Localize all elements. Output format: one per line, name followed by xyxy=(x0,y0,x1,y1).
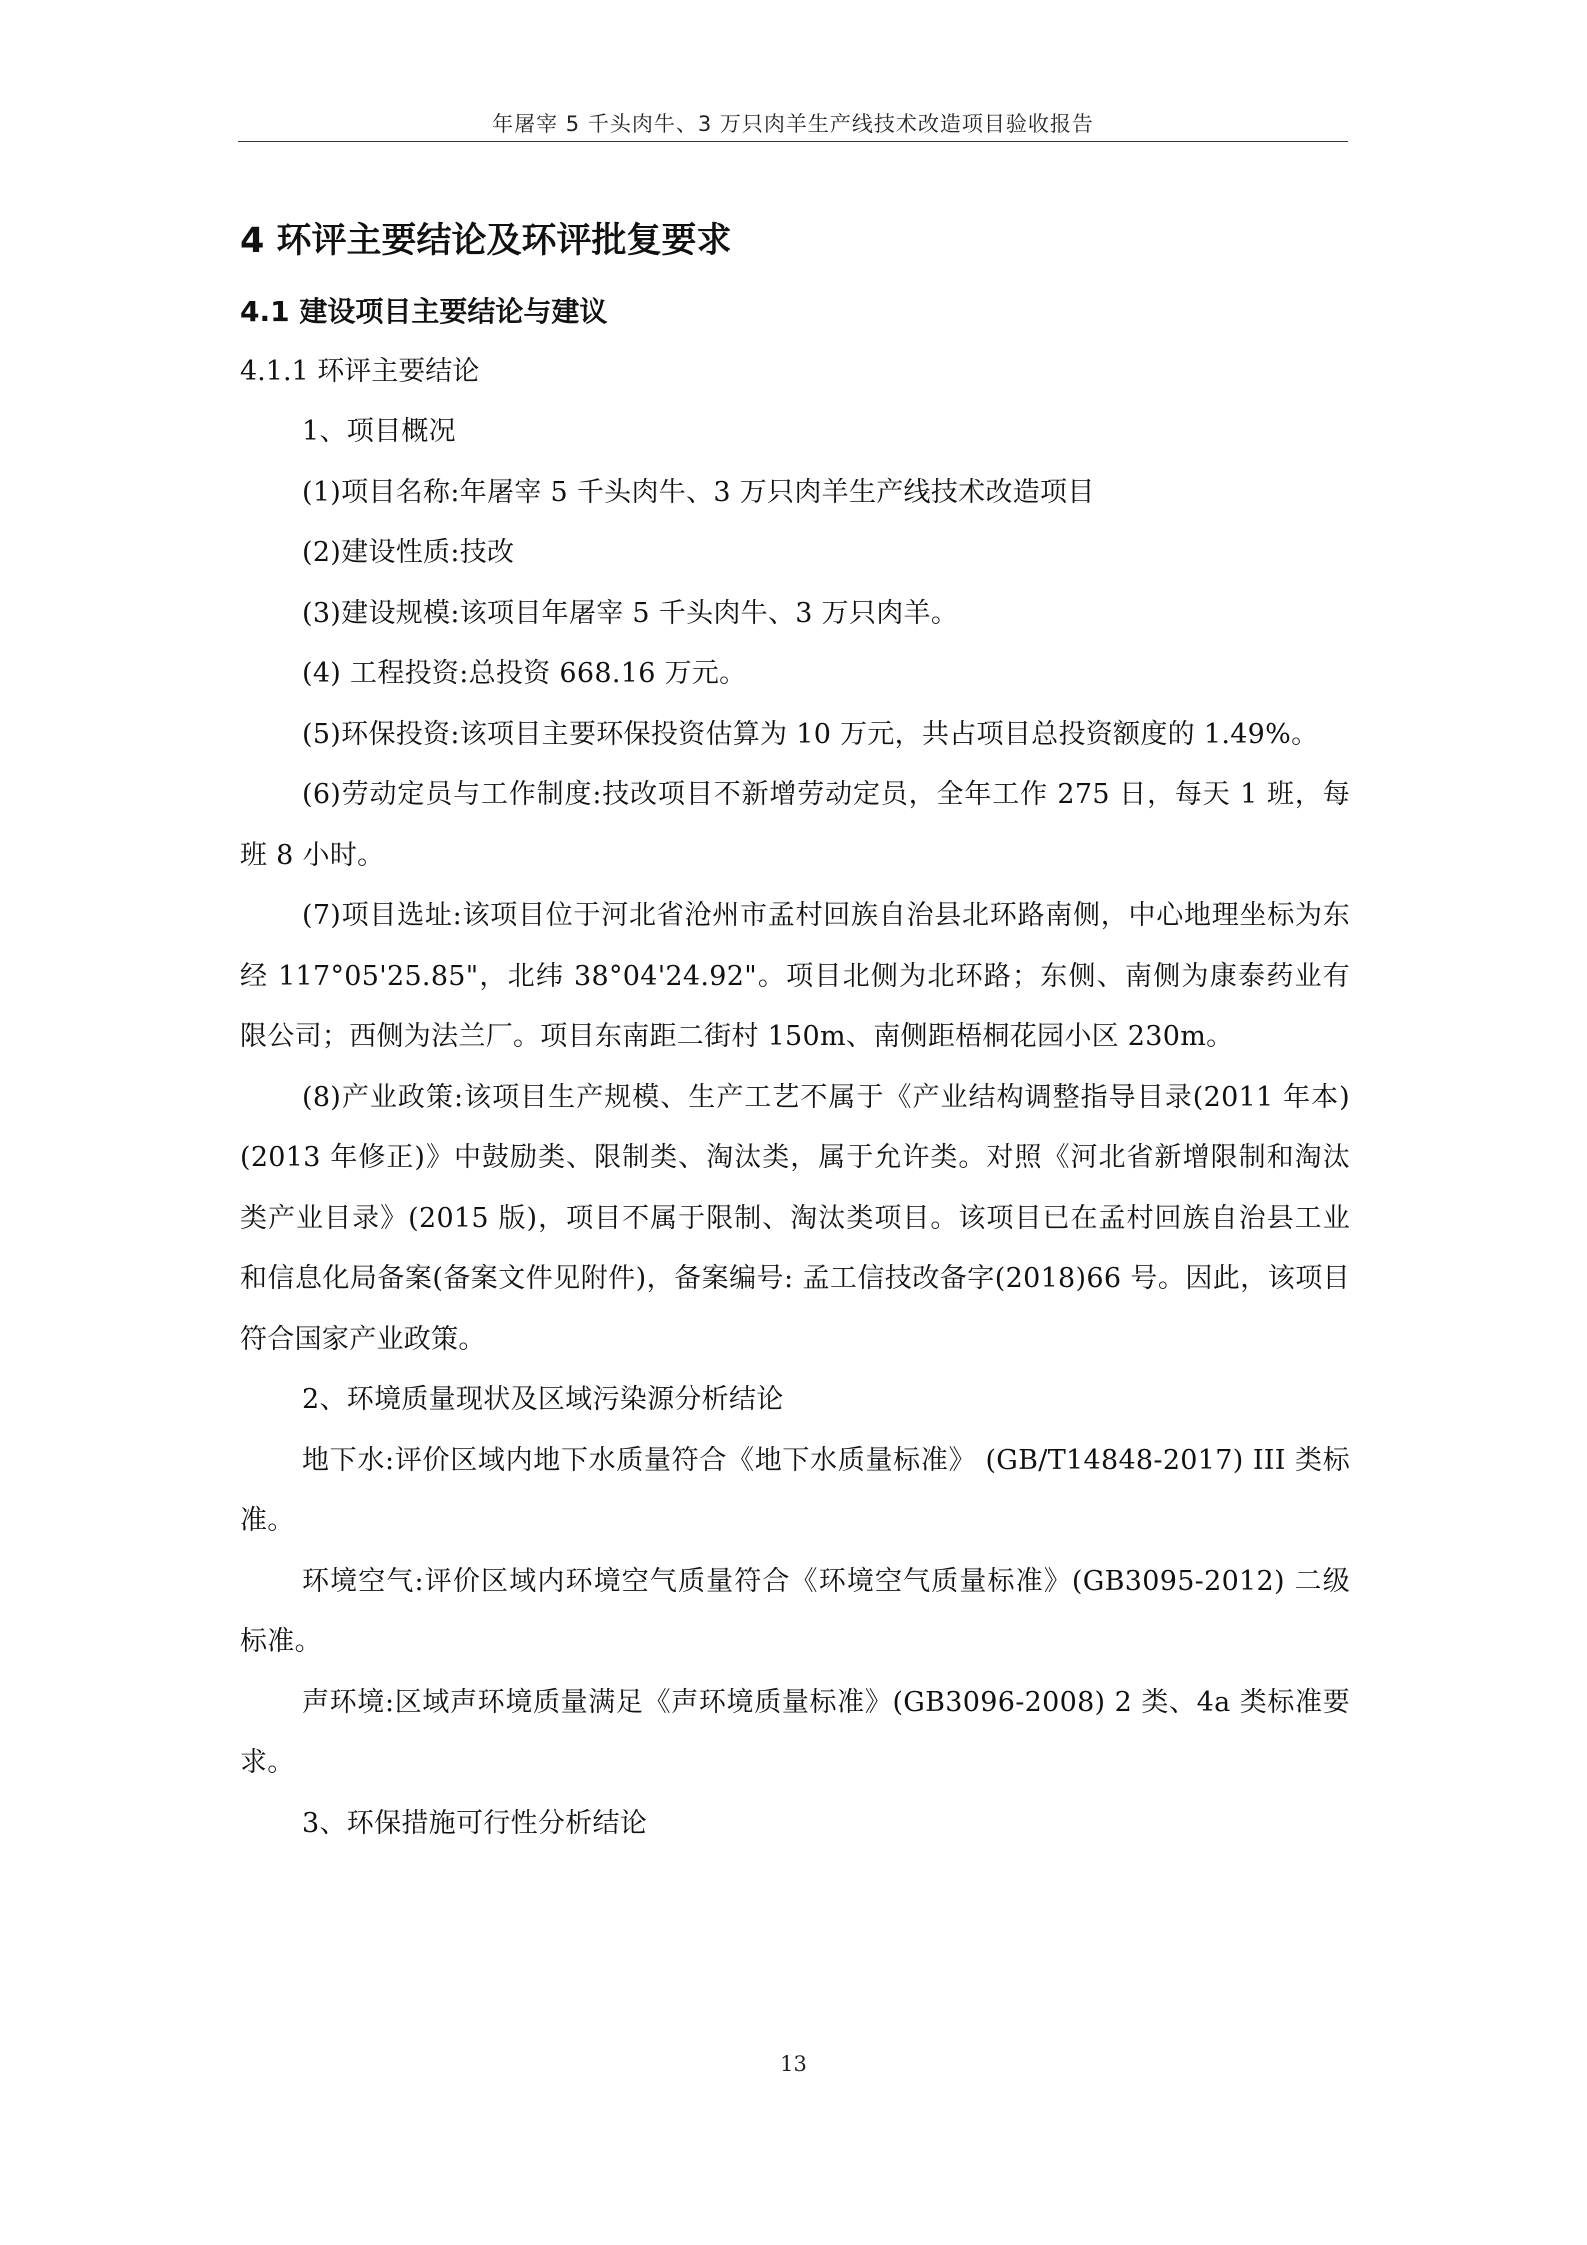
subsection-heading: 4.1.1 环评主要结论 xyxy=(240,356,480,387)
chapter-heading: 4 环评主要结论及环评批复要求 xyxy=(240,221,732,261)
paragraph-acoustic-environment: 声环境:区域声环境质量满足《声环境质量标准》(GB3096-2008) 2 类、4a 类标准要求。 xyxy=(240,1686,1350,1778)
paragraph-project-name: (1)项目名称:年屠宰 5 千头肉牛、3 万只肉羊生产线技术改造项目 xyxy=(302,476,1095,508)
header-rule xyxy=(238,141,1348,142)
paragraph-construction-scale: (3)建设规模:该项目年屠宰 5 千头肉牛、3 万只肉羊。 xyxy=(302,597,959,629)
paragraph-project-overview-heading: 1、项目概况 xyxy=(302,416,456,447)
paragraph-site-location: (7)项目选址:该项目位于河北省沧州市孟村回族自治县北环路南侧，中心地理坐标为东经 117°05'25.85"，北纬 38°04'24.92"。项目北侧为北环路；东侧、南侧为康泰药业有限公司；西侧为法兰厂。项目东南距二街村 150m、南侧距梧桐花园小区 230m。 xyxy=(240,900,1350,1052)
section-heading: 4.1 建设项目主要结论与建议 xyxy=(240,295,608,328)
paragraph-groundwater: 地下水:评价区域内地下水质量符合《地下水质量标准》 (GB/T14848-2017) III 类标准。 xyxy=(240,1444,1350,1536)
paragraph-industrial-policy: (8)产业政策:该项目生产规模、生产工艺不属于《产业结构调整指导目录(2011 年本) (2013 年修正)》中鼓励类、限制类、淘汰类，属于允许类。对照《河北省新增限制和淘汰类产业目录》(2015 版)，项目不属于限制、淘汰类项目。该项目已在孟村回族自治县工业和信息化局备案(备案文件见附件)，备案编号: 孟工信技改备字(2018)66 号。因此，该项目符合国家产业政策。 xyxy=(240,1081,1350,1355)
page-content xyxy=(240,188,1350,1854)
paragraph-env-investment: (5)环保投资:该项目主要环保投资估算为 10 万元，共占项目总投资额度的 1.49%。 xyxy=(302,718,1319,750)
paragraph-env-measures-heading: 3、环保措施可行性分析结论 xyxy=(302,1807,648,1839)
page-number: 13 xyxy=(780,2052,807,2076)
paragraph-env-quality-heading: 2、环境质量现状及区域污染源分析结论 xyxy=(302,1384,784,1415)
running-header: 年屠宰 5 千头肉牛、3 万只肉羊生产线技术改造项目验收报告 xyxy=(492,112,1094,136)
paragraph-ambient-air: 环境空气:评价区域内环境空气质量符合《环境空气质量标准》(GB3095-2012) 二级标准。 xyxy=(240,1565,1350,1657)
paragraph-investment: (4) 工程投资:总投资 668.16 万元。 xyxy=(302,658,747,689)
paragraph-staffing: (6)劳动定员与工作制度:技改项目不新增劳动定员，全年工作 275 日，每天 1 班，每班 8 小时。 xyxy=(240,779,1350,871)
paragraph-construction-nature: (2)建设性质:技改 xyxy=(302,537,515,568)
